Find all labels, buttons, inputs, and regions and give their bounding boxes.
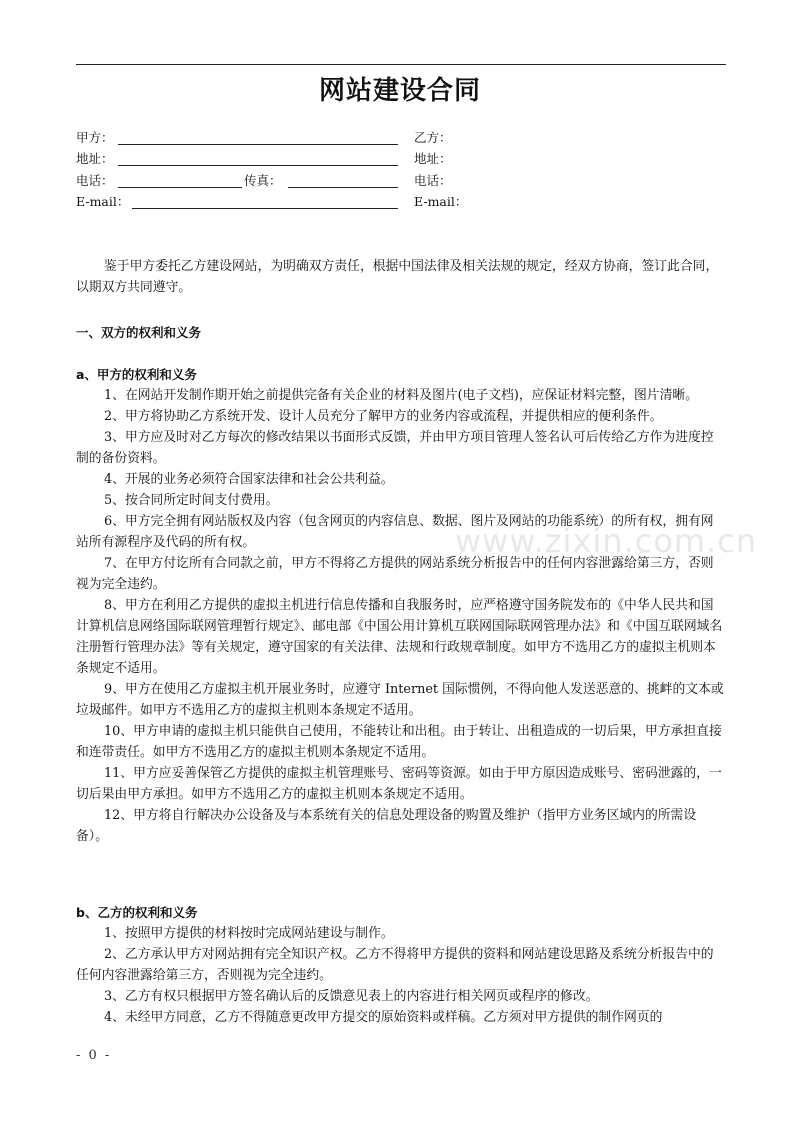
address-a-blank[interactable]: [118, 165, 398, 166]
clause-item: 4、未经甲方同意，乙方不得随意更改甲方提交的原始资料或样稿。乙方须对甲方提供的制作网页的: [104, 1010, 663, 1025]
party-a-label: 甲方：: [76, 130, 114, 145]
clause-item: 6、甲方完全拥有网站版权及内容（包含网页的内容信息、数据、图片及网站的功能系统）的所有权，拥有网站所有源程序及代码的所有权。: [76, 514, 714, 550]
section-b: [76, 902, 724, 1028]
email-b-label: E-mail：: [414, 194, 468, 209]
party-a-blank[interactable]: [118, 144, 398, 145]
clause-item: 4、开展的业务必须符合国家法律和社会公共利益。: [104, 472, 394, 487]
header-rule: [76, 64, 726, 65]
clause-item: 1、按照甲方提供的材料按时完成网站建设与制作。: [104, 926, 394, 941]
fax-a-blank[interactable]: [288, 187, 398, 188]
email-a-blank[interactable]: [132, 208, 398, 209]
address-a-label: 地址：: [76, 151, 114, 166]
phone-b-label: 电话：: [414, 173, 452, 188]
clause-item: 7、在甲方付讫所有合同款之前，甲方不得将乙方提供的网站系统分析报告中的任何内容泄露给第三方，否则视为完全违约。: [76, 556, 714, 592]
clause-item: 2、甲方将协助乙方系统开发、设计人员充分了解甲方的业务内容或流程，并提供相应的便利条件。: [104, 409, 663, 424]
preamble-paragraph: 鉴于甲方委托乙方建设网站，为明确双方责任，根据中国法律及相关法规的规定，经双方协商，签订此合同，以期双方共同遵守。: [76, 259, 719, 295]
phone-a-label: 电话：: [76, 173, 114, 188]
party-row-name: [76, 128, 726, 148]
party-row-address: [76, 149, 726, 169]
preamble-block: [76, 256, 724, 298]
document-title: 网站建设合同: [318, 76, 481, 106]
section-b-heading: b、乙方的权利和义务: [76, 905, 198, 920]
clause-item: 1、在网站开发制作期开始之前提供完备有关企业的材料及图片(电子文档)，应保证材料完整，图片清晰。: [104, 388, 698, 403]
clause-item: 3、甲方应及时对乙方每次的修改结果以书面形式反馈，并由甲方项目管理人签名认可后传给乙方作为进度控制的备份资料。: [76, 430, 714, 466]
clause-item: 11、甲方应妥善保管乙方提供的虚拟主机管理账号、密码等资源。如由于甲方原因造成账号、密码泄露的，一切后果由甲方承担。如甲方不选用乙方的虚拟主机则本条规定不适用。: [76, 766, 722, 802]
email-a-label: E-mail：: [76, 194, 130, 209]
clause-item: 3、乙方有权只根据甲方签名确认后的反馈意见表上的内容进行相关网页或程序的修改。: [104, 989, 599, 1004]
party-row-email: [76, 192, 726, 212]
section-a: [76, 364, 724, 847]
section-heading: 一、双方的权利和义务: [76, 325, 202, 340]
clause-item: 8、甲方在利用乙方提供的虚拟主机进行信息传播和自我服务时，应严格遵守国务院发布的《中华人民共和国计算机信息网络国际联网管理暂行规定》、邮电部《中国公用计算机互联网国际联网管理办法》和《中国互联网域名注册暂行管理办法》等有关规定，遵守国家的有关法律、法规和行政规章制度。如甲方不选用乙方的虚拟主机则本条规定不适用。: [76, 598, 723, 676]
address-b-label: 地址：: [414, 151, 452, 166]
section-a-heading: a、甲方的权利和义务: [76, 367, 197, 382]
watermark-text: www.zixin.com.cn: [455, 522, 758, 560]
clause-item: 5、按合同所定时间支付费用。: [104, 493, 279, 508]
clause-item: 2、乙方承认甲方对网站拥有完全知识产权。乙方不得将甲方提供的资料和网站建设思路及系统分析报告中的任何内容泄露给第三方，否则视为完全违约。: [76, 947, 714, 983]
page-number: - 0 -: [76, 1048, 112, 1063]
clause-item: 10、甲方申请的虚拟主机只能供自己使用，不能转让和出租。由于转让、出租造成的一切后果，甲方承担直接和连带责任。如甲方不选用乙方的虚拟主机则本条规定不适用。: [76, 724, 722, 760]
clause-item: 9、甲方在使用乙方虚拟主机开展业务时，应遵守 Internet 国际惯例，不得向他人发送恶意的、挑衅的文本或垃圾邮件。如甲方不选用乙方的虚拟主机则本条规定不适用。: [76, 682, 724, 718]
phone-a-blank[interactable]: [118, 187, 242, 188]
party-b-label: 乙方：: [414, 130, 452, 145]
fax-a-label: 传真：: [244, 173, 282, 188]
party-row-phone: [76, 171, 726, 191]
clause-item: 12、甲方将自行解决办公设备及与本系统有关的信息处理设备的购置及维护（指甲方业务区域内的所需设备）。: [76, 808, 697, 844]
